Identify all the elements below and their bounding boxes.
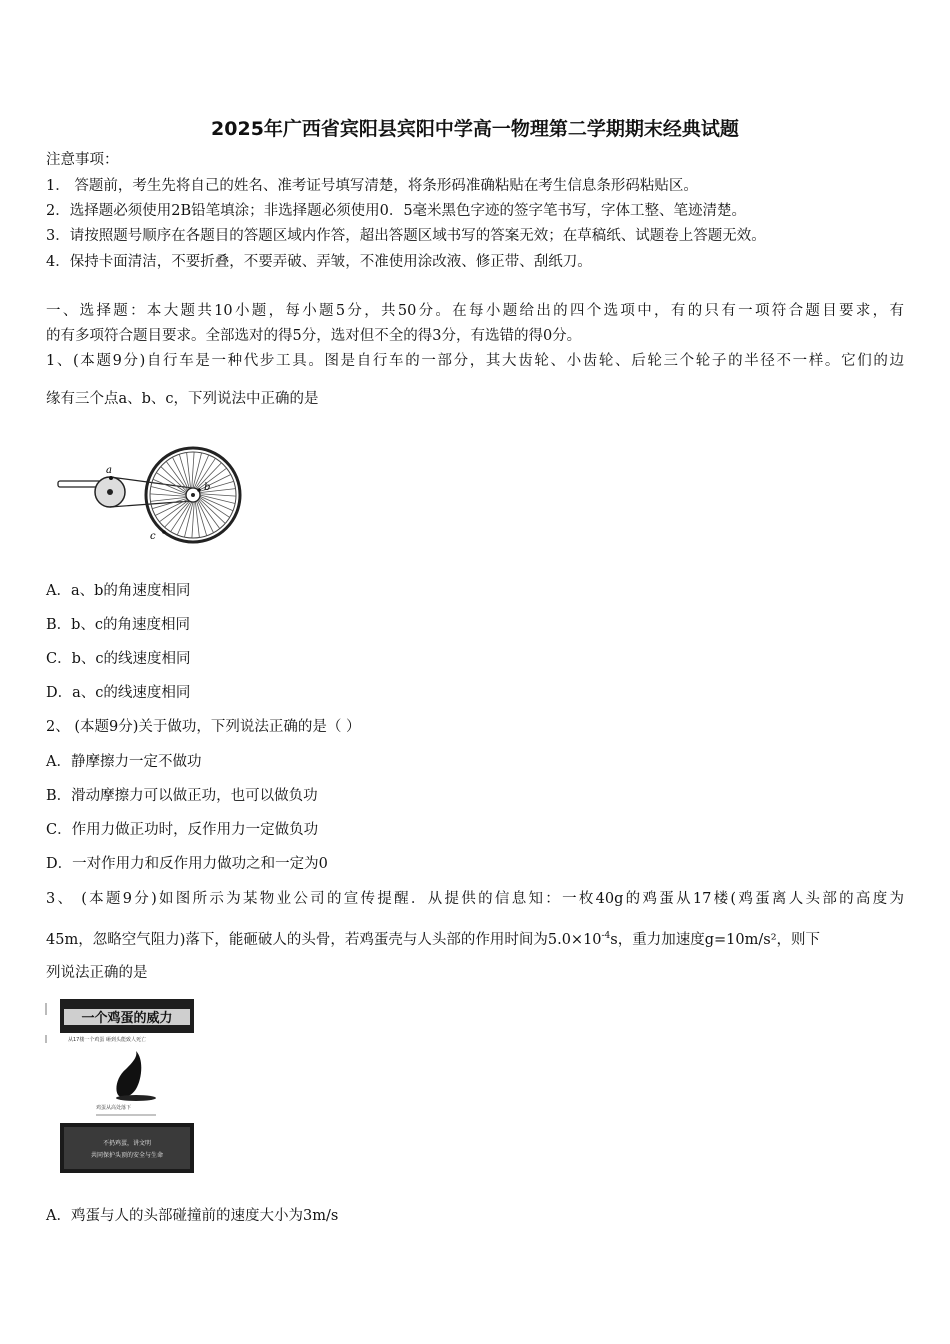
wheel-spoke bbox=[200, 494, 236, 496]
notice-heading: 注意事项： bbox=[46, 152, 119, 168]
q1-option-d: D．a、c的线速度相同 bbox=[46, 685, 191, 701]
poster-caption: 从17楼一个鸡蛋 砸到头能致人死亡 bbox=[68, 1037, 146, 1043]
section-heading-line: 一、选择题：本大题共10小题，每小题5分，共50分。在每小题给出的四个选项中，有的只有一项符合题目要求，有 bbox=[46, 303, 904, 319]
point-a-label: a bbox=[106, 465, 112, 476]
wheel-spoke bbox=[200, 495, 235, 504]
point-b-label: b bbox=[204, 482, 211, 493]
q2-option-a: A．静摩擦力一定不做功 bbox=[46, 754, 202, 770]
page-title: 2025年广西省宾阳县宾阳中学高一物理第二学期期末经典试题 bbox=[211, 118, 739, 140]
rear-axle bbox=[191, 493, 195, 497]
large-gear-axle bbox=[107, 489, 113, 495]
q3-exponent: -4 bbox=[601, 931, 611, 941]
q3-stem-text: 45m，忽略空气阻力)落下，能砸破人的头骨，若鸡蛋壳与人头部的作用时间为5.0×10 bbox=[46, 931, 602, 948]
wheel-spoke bbox=[184, 502, 193, 537]
q2-option-d: D．一对作用力和反作用力做功之和一定为0 bbox=[46, 856, 328, 872]
q1-stem-line: 1、(本题9分)自行车是一种代步工具。图是自行车的一部分，其大齿轮、小齿轮、后轮三个轮子的半径不一样。它们的边 bbox=[46, 353, 904, 369]
point-c-marker bbox=[162, 530, 166, 534]
wheel-spoke bbox=[192, 502, 194, 538]
wheel-spoke bbox=[195, 502, 199, 538]
q2-stem: 2、 (本题9分)关于做功，下列说法正确的是（ ） bbox=[46, 719, 361, 735]
notice-item: 3．请按照题号顺序在各题目的答题区域内作答，超出答题区域书写的答案无效；在草稿纸、试题卷上答题无效。 bbox=[46, 228, 766, 244]
wheel-spoke bbox=[193, 453, 202, 488]
wheel-spoke bbox=[179, 454, 189, 489]
wheel-spoke bbox=[192, 452, 194, 488]
egg-shadow-icon bbox=[116, 1095, 156, 1101]
q1-stem-line: 缘有三个点a、b、c，下列说法中正确的是 bbox=[46, 391, 319, 407]
notice-item: 2．选择题必须使用2B铅笔填涂；非选择题必须使用0．5毫米黑色字迹的签字笔书写，字体工整、笔迹清楚。 bbox=[46, 203, 747, 219]
q3-stem-text: s，重力加速度g=10m/s²，则下 bbox=[610, 931, 821, 948]
egg-splash-icon bbox=[116, 1051, 141, 1097]
section-heading-line: 的有多项符合题目要求。全部选对的得5分，选对但不全的得3分，有选错的得0分。 bbox=[46, 328, 582, 344]
point-b-marker bbox=[197, 488, 201, 492]
q3-stem-line bbox=[46, 926, 820, 950]
wheel-spoke bbox=[187, 452, 191, 488]
wheel-spoke bbox=[197, 501, 207, 536]
poster-caption: 鸡蛋从高处落下 bbox=[96, 1105, 132, 1111]
egg-warning-poster bbox=[44, 995, 199, 1177]
point-c-label: c bbox=[150, 531, 156, 542]
poster-footer-text: 不扔鸡蛋，讲文明 bbox=[102, 1140, 152, 1147]
poster-headline: 一个鸡蛋的威力 bbox=[81, 1011, 173, 1026]
bicycle-gear-figure bbox=[55, 440, 250, 550]
notice-item: 1． 答题前，考生先将自己的姓名、准考证号填写清楚，将条形码准确粘贴在考生信息条形码粘贴区。 bbox=[46, 178, 698, 194]
wheel-spoke bbox=[150, 497, 186, 501]
point-a-marker bbox=[109, 476, 113, 480]
q1-option-c: C．b、c的线速度相同 bbox=[46, 651, 191, 667]
wheel-spoke bbox=[150, 494, 186, 496]
q2-option-b: B．滑动摩擦力可以做正功，也可以做负功 bbox=[46, 788, 318, 804]
poster-footer-text: 共同保护头顶的安全与生命 bbox=[90, 1152, 164, 1159]
q3-stem-line: 列说法正确的是 bbox=[46, 965, 148, 981]
q3-option-a: A．鸡蛋与人的头部碰撞前的速度大小为3m/s bbox=[46, 1208, 339, 1224]
q1-option-a: A．a、b的角速度相同 bbox=[46, 583, 191, 599]
q2-option-c: C．作用力做正功时，反作用力一定做负功 bbox=[46, 822, 319, 838]
wheel-spoke bbox=[151, 486, 186, 495]
notice-item: 4．保持卡面清洁，不要折叠，不要弄破、弄皱，不准使用涂改液、修正带、刮纸刀。 bbox=[46, 254, 592, 270]
q1-option-b: B．b、c的角速度相同 bbox=[46, 617, 191, 633]
poster-footer-inner bbox=[64, 1127, 190, 1169]
q3-stem-line: 3、 (本题9分)如图所示为某物业公司的宣传提醒．从提供的信息知：一枚40g的鸡蛋从17楼(鸡蛋离人头部的高度为 bbox=[46, 891, 904, 907]
